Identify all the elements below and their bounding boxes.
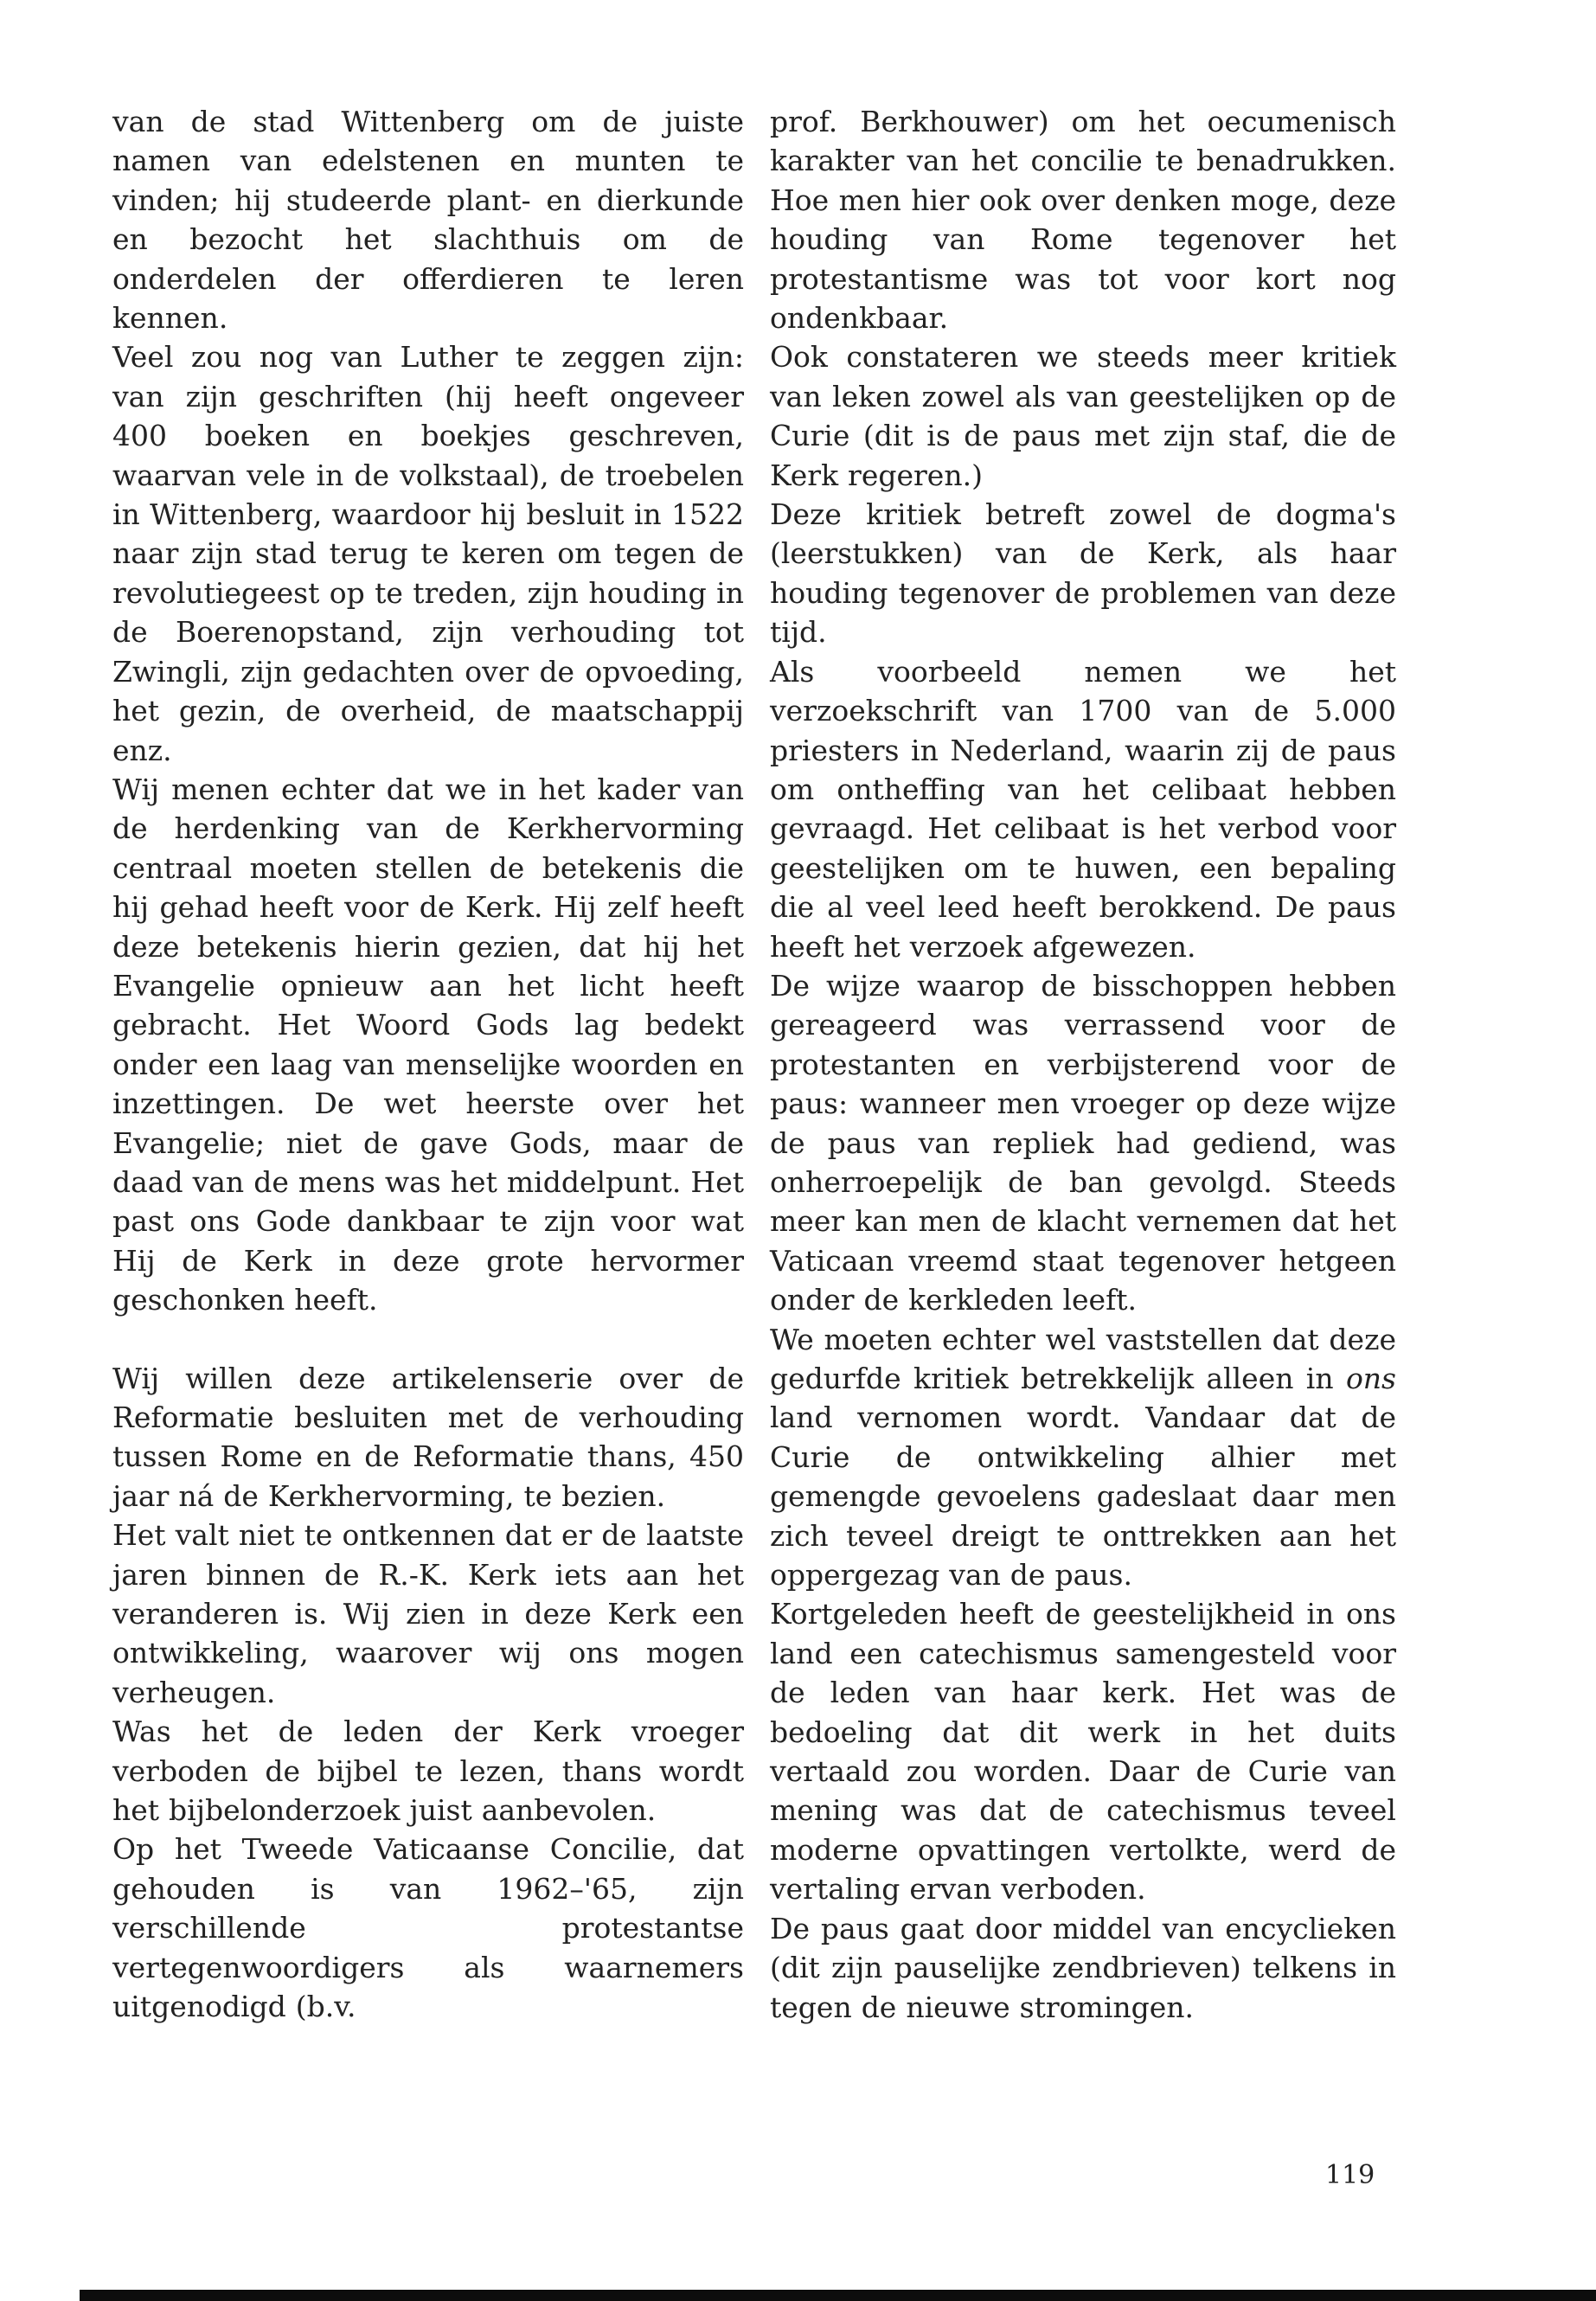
paragraph: De wijze waarop de bisschoppen hebben gereageerd was verrassend voor de protestanten en verbijsterend voor de paus: wanneer men vroeger op deze wijze de paus van repliek had gediend, was onherroepelijk de ban gevolgd. Steeds meer kan men de klacht vernemen dat het Vaticaan vreemd staat tegenover hetgeen onder de kerkleden leeft. [770, 968, 1396, 1317]
text-run: We moeten echter wel vaststellen dat deze gedurfde kritiek betrekkelijk alleen in [770, 1322, 1396, 1395]
paragraph: De paus gaat door middel van encyclieken (dit zijn pauselijke zendbrieven) telkens in tegen de nieuwe stromingen. [770, 1911, 1396, 2024]
paragraph: Kortgeleden heeft de geestelijkheid in ons land een catechismus samengesteld voor de leden van haar kerk. Het was de bedoeling dat dit werk in het duits vertaald zou worden. Daar de Curie van mening was dat de catechismus teveel moderne opvattingen vertolkte, werd de vertaling ervan verboden. [770, 1597, 1396, 1907]
bottom-scan-edge [80, 2290, 1596, 2301]
left-text-column [112, 102, 744, 2027]
paragraph: Als voorbeeld nemen we het verzoekschrift van 1700 van de 5.000 priesters in Nederland, waarin zij de paus om ontheffing van het celibaat hebben gevraagd. Het celibaat is het verbod voor geestelijken om te huwen, een bepaling die al veel leed heeft berokkend. De paus heeft het verzoek afgewezen. [770, 654, 1396, 964]
paragraph: Veel zou nog van Luther te zeggen zijn: van zijn geschriften (hij heeft ongeveer 400 boeken en boekjes geschreven, waarvan vele in de volkstaal), de troebelen in Wittenberg, waardoor hij besluit in 1522 naar zijn stad terug te keren om tegen de revolutiegeest op te treden, zijn houding in de Boerenopstand, zijn verhouding tot Zwingli, zijn gedachten over de opvoeding, het gezin, de overheid, de maatschappij enz. [112, 340, 744, 767]
paragraph: van de stad Wittenberg om de juiste namen van edelstenen en munten te vinden; hij studeerde plant- en dierkunde en bezocht het slachthuis om de onderdelen der offerdieren te leren kennen. [112, 105, 744, 336]
paragraph: Deze kritiek betreft zowel de dogma's (leerstukken) van de Kerk, als haar houding tegenover de problemen van deze tijd. [770, 497, 1396, 650]
paragraph: Wij willen deze artikelenserie over de Reformatie besluiten met de verhouding tussen Rome en de Reformatie thans, 450 jaar ná de Kerkhervorming, te bezien. [112, 1361, 744, 1513]
paragraph: prof. Berkhouwer) om het oecumenisch karakter van het concilie te benadrukken. Hoe men hier ook over denken moge, deze houding van Rome tegenover het protestantisme was tot voor kort nog ondenkbaar. [770, 105, 1396, 336]
text-run: land vernomen wordt. Vandaar dat de Curie de ontwikkeling alhier met gemengde gevoelens gadeslaat daar men zich teveel dreigt te onttrekken aan het oppergezag van de paus. [770, 1400, 1396, 1593]
emphasized-word: ons [1345, 1362, 1396, 1395]
paragraph: Wij menen echter dat we in het kader van de herdenking van de Kerkhervorming centraal moeten stellen de betekenis die hij gehad heeft voor de Kerk. Hij zelf heeft deze betekenis hierin gezien, dat hij het Evangelie opnieuw aan het licht heeft gebracht. Het Woord Gods lag bedekt onder een laag van menselijke woorden en inzettingen. De wet heerste over het Evangelie; niet de gave Gods, maar de daad van de mens was het middelpunt. Het past ons Gode dankbaar te zijn voor wat Hij de Kerk in deze grote hervormer geschonken heeft. [112, 772, 744, 1317]
paragraph: Het valt niet te ontkennen dat er de laatste jaren binnen de R.-K. Kerk iets aan het veranderen is. Wij zien in deze Kerk een ontwikkeling, waarover wij ons mogen verheugen. [112, 1518, 744, 1709]
paragraph-with-emphasis [770, 1320, 1396, 1595]
paragraph: Op het Tweede Vaticaanse Concilie, dat gehouden is van 1962–'65, zijn verschillende protestantse vertegenwoordigers als waarnemers uitgenodigd (b.v. [112, 1832, 744, 2024]
right-text-column [770, 102, 1396, 2027]
page-number: 119 [1325, 2160, 1375, 2190]
paragraph: Was het de leden der Kerk vroeger verboden de bijbel te lezen, thans wordt het bijbelonderzoek juist aanbevolen. [112, 1715, 744, 1828]
paragraph: Ook constateren we steeds meer kritiek van leken zowel als van geestelijken op de Curie (dit is de paus met zijn staf, die de Kerk regeren.) [770, 340, 1396, 492]
